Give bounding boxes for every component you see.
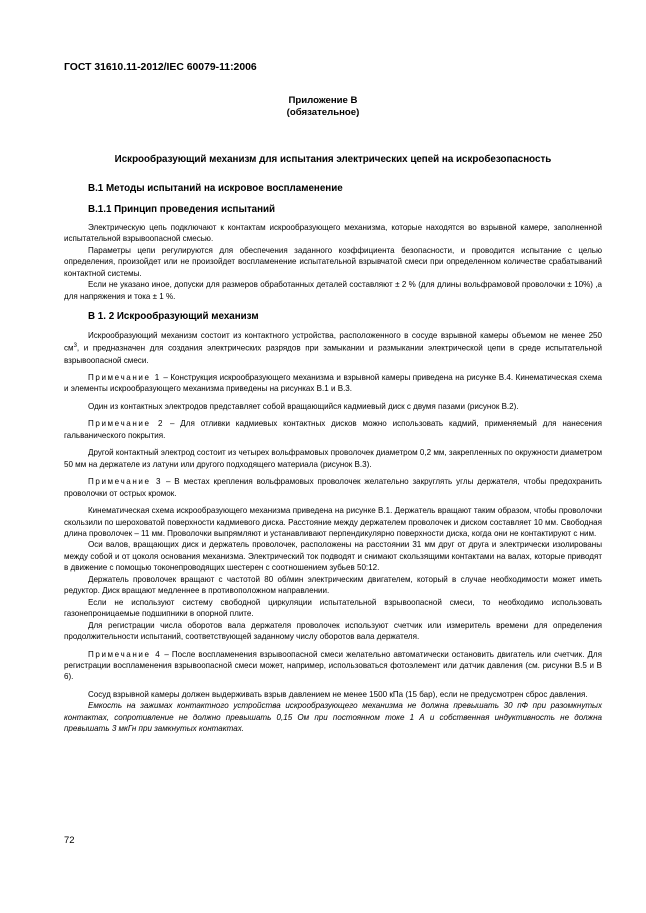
paragraph-group-mechanism — [64, 330, 602, 735]
note — [64, 649, 602, 683]
paragraph-italic: Емкость на зажимах контактного устройства искрообразующего механизма не должна превышать 30 пФ при разомкнутых контактах, сопротивление не должно превышать 0,15 Ом при постоянном токе 1 А и собственная индуктивность не должна превышать 3 мкГн при замкнутых контактах. — [64, 701, 602, 734]
appendix-title: Приложение В — [288, 95, 358, 106]
note-label: Примечание 4 — [88, 649, 162, 659]
paragraph: Если не указано иное, допуски для размеров обработанных деталей составляют ± 2 % (для длины вольфрамовой проволочки ± 10%) ,а для напряжения и тока ± 1 %. — [64, 280, 602, 301]
note-label: Примечание 3 — [88, 477, 163, 487]
note-text: – Для отливки кадмиевых контактных дисков можно использовать кадмий, применяемый для нанесения гальванического покрытия. — [64, 419, 602, 440]
section-heading-b11: В.1.1 Принцип проведения испытаний — [88, 204, 276, 215]
paragraph-group-principle — [64, 222, 602, 302]
note-label: Примечание 2 — [88, 419, 165, 429]
paragraph: Держатель проволочек вращают с частотой 80 об/мин электрическим двигателем, который в случае необходимости может иметь редуктор. Диск вращают медленнее в противоположном направлении. — [64, 574, 602, 596]
note-label: Примечание 1 — [88, 373, 161, 383]
paragraph: Один из контактных электродов представляет собой вращающийся кадмиевый диск с двумя пазами (рисунок В.2). — [88, 401, 519, 411]
paragraph: Параметры цепи регулируются для обеспечения заданного коэффициента безопасности, и проводится испытание с целью определения, произойдет или не произойдет воспламенение испытательной взрывчатой смеси при определенном количестве срабатываний контактной системы. — [64, 245, 602, 278]
note — [64, 372, 602, 395]
appendix-status: (обязательное) — [286, 107, 360, 118]
paragraph: Кинематическая схема искрообразующего механизма приведена на рисунке В.1. Держатель вращают таким образом, чтобы проволочки скользили по шероховатой поверхности кадмиевого диска. Расстояние между держателем проволочек и диском составляет 10 мм. Свободная длина проволочек – 11 мм. Проволочки выпрямляют и устанавливают перпендикулярно поверхности диска, когда они не контактируют с ним. — [64, 506, 602, 539]
superscript: 3 — [73, 343, 77, 350]
appendix-heading — [0, 95, 646, 119]
page-number: 72 — [64, 835, 75, 846]
note — [64, 476, 602, 499]
note-text: – Конструкция искрообразующего механизма и взрывной камеры приведена на рисунке В.4. Кинематическая схема и элементы искрообразующего механизма приведены на рисунках В.1 и В.3. — [64, 373, 602, 394]
note-text: – После воспламенения взрывоопасной смеси желательно автоматически остановить двигатель или счетчик. Для регистрации воспламенения взрывоопасной смеси может, например, использоваться фотоэлемент или датчик давления (см. рисунки В.5 и В 6). — [64, 649, 602, 682]
paragraph — [64, 330, 602, 366]
paragraph-text: Искрообразующий механизм состоит из контактного устройства, расположенного в сосуде взрывной камеры объемом не менее 250 см — [64, 331, 602, 354]
paragraph: Для регистрации числа оборотов вала держателя проволочек используют счетчик или измеритель времени для определения продолжительности испытаний, соответствующей заданному числу оборотов вала держателя. — [64, 620, 602, 642]
paragraph: Сосуд взрывной камеры должен выдерживать взрыв давлением не менее 1500 кПа (15 бар), если не предусмотрен сброс давления. — [88, 689, 588, 699]
paragraph: Электрическую цепь подключают к контактам искрообразующего механизма, которые находятся во взрывной камере, заполненной испытательной взрывоопасной смесью. — [64, 223, 602, 244]
document-header: ГОСТ 31610.11-2012/IEC 60079-11:2006 — [64, 62, 257, 73]
section-heading-b1: В.1 Методы испытаний на искровое воспламенение — [88, 183, 343, 194]
note — [64, 418, 602, 441]
paragraph: Если не используют систему свободной циркуляции испытательной взрывоопасной смеси, то необходимо использовать газонепроницаемые подшипники в опорной плите. — [64, 597, 602, 619]
paragraph: Оси валов, вращающих диск и держатель проволочек, расположены на расстоянии 31 мм друг от друга и электрически изолированы между собой и от цоколя основания механизма. Электрический ток подводят и снимают скользящими контактами на валах, которые приводят в движение с помощью токонепроводящих шестерен с соотношением зубьев 50:12. — [64, 540, 602, 573]
paragraph-text: , и предназначен для создания электрических разрядов при замыкании и размыкании электрической цепи в среде испытательной взрывоопасной смеси. — [64, 344, 602, 365]
section-heading-b12: В 1. 2 Искрообразующий механизм — [88, 311, 259, 322]
page-title: Искрообразующий механизм для испытания электрических цепей на искробезопасность — [114, 154, 552, 165]
note-text: – В местах крепления вольфрамовых проволочек желательно закруглять углы держателя, чтобы предохранить проволочки от острых кромок. — [64, 477, 602, 498]
paragraph: Другой контактный электрод состоит из четырех вольфрамовых проволочек диаметром 0,2 мм, закрепленных по окружности диаметром 50 мм на держателе из латуни или другого подходящего материала (рисунок В.3). — [64, 448, 602, 469]
